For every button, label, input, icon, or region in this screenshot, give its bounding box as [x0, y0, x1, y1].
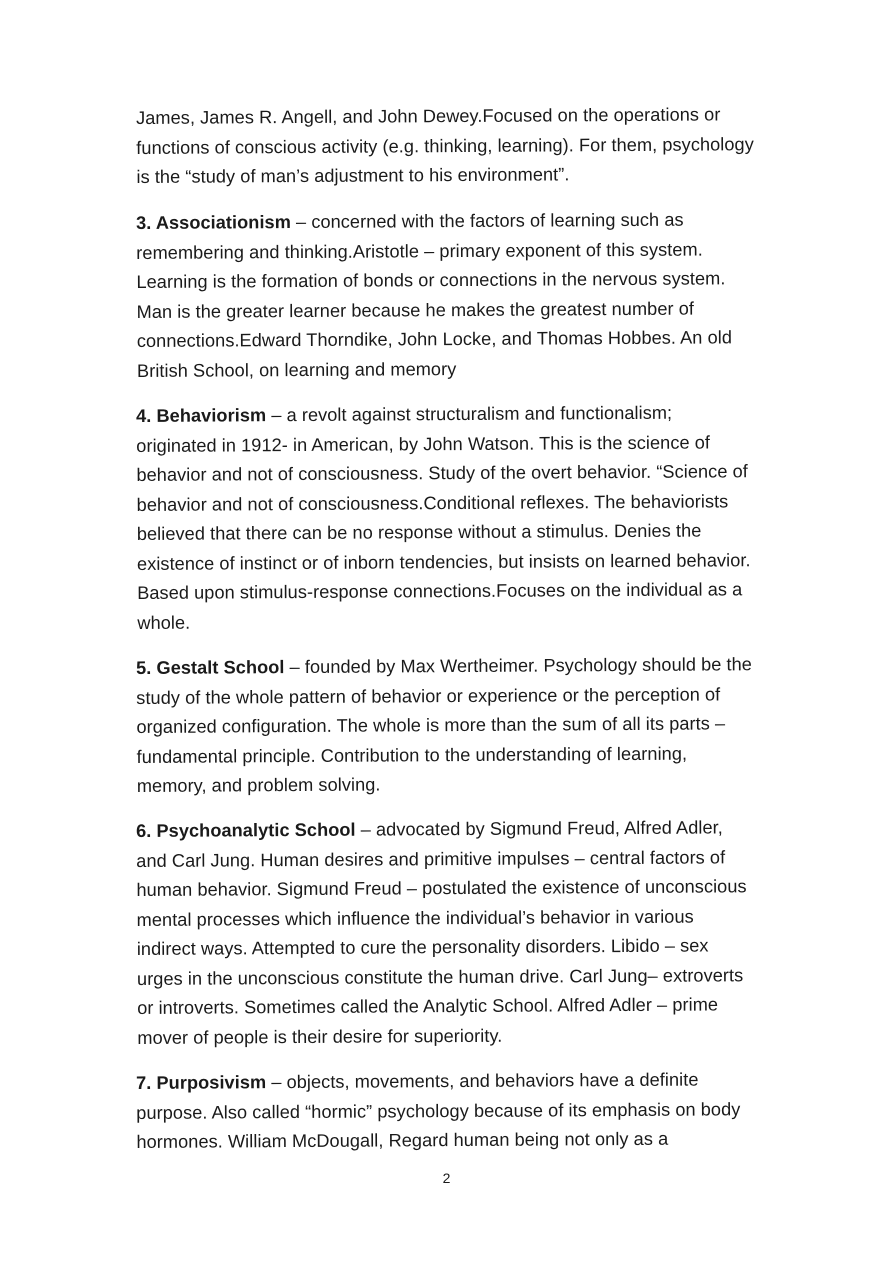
paragraph-text: – founded by Max Wertheimer. Psychology should be the study of the whole pattern of behavior or experience or the perception of organized configuration. The whole is more than the sum of all its parts – fundamental principle. Contribution to the understanding of learning, memory, and problem solving.: [136, 653, 752, 796]
paragraph-text: James, James R. Angell, and John Dewey.Focused on the operations or functions of conscious activity (e.g. thinking, learning). For them, psychology is the “study of man’s adjustment to his environment”.: [136, 104, 754, 187]
paragraph-heading: 7. Purposivism: [136, 1072, 267, 1093]
paragraph-heading: 6. Psychoanalytic School: [136, 819, 356, 841]
paragraph-heading: 4. Behaviorism: [136, 404, 267, 426]
paragraph-heading: 3. Associationism: [136, 211, 291, 233]
paragraph-associationism: [136, 205, 757, 386]
paragraph-text: – concerned with the factors of learning such as remembering and thinking.Aristotle – primary exponent of this system. Learning is the formation of bonds or connections in the nervous system. Man is the greater learner because he makes the greatest number of connections.Edward Thorndike, John Locke, and Thomas Hobbes. An old British School, on learning and memory: [136, 209, 733, 380]
paragraph-psychoanalytic-school: [136, 813, 757, 1053]
paragraph-heading: 5. Gestalt School: [136, 656, 285, 678]
paragraph-purposivism: [136, 1065, 757, 1157]
paragraph-gestalt-school: [136, 650, 757, 801]
paragraph-functionalism-continued: [136, 100, 757, 192]
paragraph-behaviorism: [136, 398, 757, 638]
paragraph-text: – a revolt against structuralism and functionalism; originated in 1912- in American, by John Watson. This is the science of behavior and not of consciousness. Study of the overt behavior. “Science of behavior and not of consciousness.Conditional reflexes. The behaviorists believed that there can be no response without a stimulus. Denies the existence of instinct or of inborn tendencies, but insists on learned behavior. Based upon stimulus-response connections.Focuses on the individual as a whole.: [136, 402, 751, 632]
page-body: [136, 104, 756, 1174]
paragraph-text: – advocated by Sigmund Freud, Alfred Adler, and Carl Jung. Human desires and primitive impulses – central factors of human behavior. Sigmund Freud – postulated the existence of unconscious mental processes which influence the individual’s behavior in various indirect ways. Attempted to cure the personality disorders. Libido – sex urges in the unconscious constitute the human drive. Carl Jung– extroverts or introverts. Sometimes called the Analytic School. Alfred Adler – prime mover of people is their desire for superiority.: [136, 817, 747, 1048]
page-number: 2: [442, 1170, 451, 1186]
paragraph-text: – objects, movements, and behaviors have a definite purpose. Also called “hormic” psychology because of its emphasis on body hormones. William McDougall, Regard human being not only as a: [136, 1069, 741, 1152]
